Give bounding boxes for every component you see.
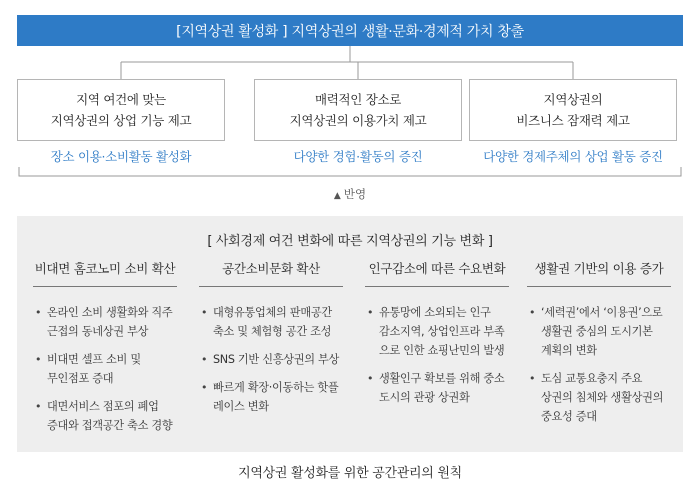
column-untact-consumption — [27, 259, 183, 444]
reflect-text: 반영 — [343, 187, 367, 201]
list-item — [27, 397, 183, 435]
item-line: 생활권 중심의 도시기본 — [541, 325, 653, 338]
item-line: ‘세력권’에서 ‘이용권’으로 — [541, 306, 663, 319]
item-line: 도심 교통요충지 주요 — [541, 372, 643, 385]
column-space-consumption — [193, 259, 349, 425]
item-line: 감소지역, 상업인프라 부족 — [379, 325, 505, 338]
item-line: 대면서비스 점포의 폐업 — [47, 400, 159, 413]
column-heading: 생활권 기반의 이용 증가 — [527, 259, 671, 287]
item-line: 상권의 침체와 생활상권의 — [541, 391, 664, 404]
item-line: 무인점포 증대 — [47, 372, 114, 385]
list-item — [193, 350, 349, 369]
item-line: 생활인구 확보를 위해 중소 — [379, 372, 505, 385]
top-banner: [지역상권 활성화 ] 지역상권의 생활·문화·경제적 가치 창출 — [17, 15, 683, 46]
item-line: 계획의 변화 — [541, 344, 597, 357]
item-line: 레이스 변화 — [213, 400, 269, 413]
item-line: 증대와 접객공간 축소 경향 — [47, 419, 173, 432]
bullet-icon: • — [367, 372, 374, 385]
goal-line: 지역 여건에 맞는 — [76, 92, 166, 107]
goal-box-business — [469, 79, 677, 141]
panel-title: [ 사회경제 여건 변화에 따른 지역상권의 기능 변화 ] — [207, 234, 493, 249]
column-population-decline — [359, 259, 515, 416]
list-item — [27, 303, 183, 341]
goal-box-commerce — [17, 79, 225, 141]
bullet-list — [27, 303, 183, 435]
bullet-icon: • — [201, 353, 208, 366]
bullet-icon: • — [35, 306, 42, 319]
goal-effect: 다양한 경제주체의 상업 활동 증진 — [483, 149, 663, 164]
goal-line: 지역상권의 상업 기능 제고 — [50, 113, 192, 128]
list-item — [359, 369, 515, 407]
goal-line: 비즈니스 잠재력 제고 — [516, 113, 630, 128]
goal-box-place-value — [254, 79, 462, 141]
item-line: 축소 및 체험형 공간 조성 — [213, 325, 332, 338]
bullet-icon: • — [35, 353, 42, 366]
bullet-icon: • — [35, 400, 42, 413]
figure-caption: 지역상권 활성화를 위한 공간관리의 원칙 — [238, 466, 462, 481]
goal-effect: 다양한 경험·활동의 증진 — [293, 149, 423, 164]
column-living-sphere — [521, 259, 677, 435]
item-line: SNS 기반 신흥상권의 부상 — [213, 353, 340, 366]
item-line: 대형유통업체의 판매공간 — [213, 306, 332, 319]
list-item — [193, 303, 349, 341]
up-triangle-icon: ▲ — [333, 191, 341, 201]
goal-line: 지역상권의 이용가치 제고 — [289, 113, 427, 128]
item-line: 도시의 관광 상권화 — [379, 391, 470, 404]
item-line: 온라인 소비 생활화와 직주 — [47, 306, 173, 319]
bullet-list — [193, 303, 349, 416]
bullet-icon: • — [367, 306, 374, 319]
bullet-list — [359, 303, 515, 407]
list-item — [359, 303, 515, 360]
effects-bracket — [19, 167, 681, 176]
list-item — [521, 369, 677, 426]
item-line: 비대면 셀프 소비 및 — [47, 353, 141, 366]
bullet-icon: • — [529, 372, 536, 385]
column-heading: 공간소비문화 확산 — [199, 259, 343, 287]
goal-effect: 장소 이용·소비활동 활성화 — [50, 149, 192, 164]
item-line: 중요성 증대 — [541, 410, 597, 423]
reflect-label — [0, 186, 700, 202]
bullet-icon: • — [201, 306, 208, 319]
bullet-icon: • — [201, 381, 208, 394]
goal-line: 매력적인 장소로 — [314, 92, 402, 107]
item-line: 으로 인한 쇼핑난민의 발생 — [379, 344, 505, 357]
column-heading: 인구감소에 따른 수요변화 — [365, 259, 509, 287]
item-line: 근접의 동네상권 부상 — [47, 325, 149, 338]
list-item — [193, 378, 349, 416]
item-line: 빠르게 확장·이동하는 핫플 — [213, 381, 339, 394]
bullet-list — [521, 303, 677, 426]
list-item — [521, 303, 677, 360]
item-line: 유통망에 소외되는 인구 — [379, 306, 491, 319]
list-item — [27, 350, 183, 388]
column-heading: 비대면 홈코노미 소비 확산 — [33, 259, 177, 287]
goal-line: 지역상권의 — [543, 92, 603, 107]
bullet-icon: • — [529, 306, 536, 319]
function-change-panel — [17, 216, 683, 452]
